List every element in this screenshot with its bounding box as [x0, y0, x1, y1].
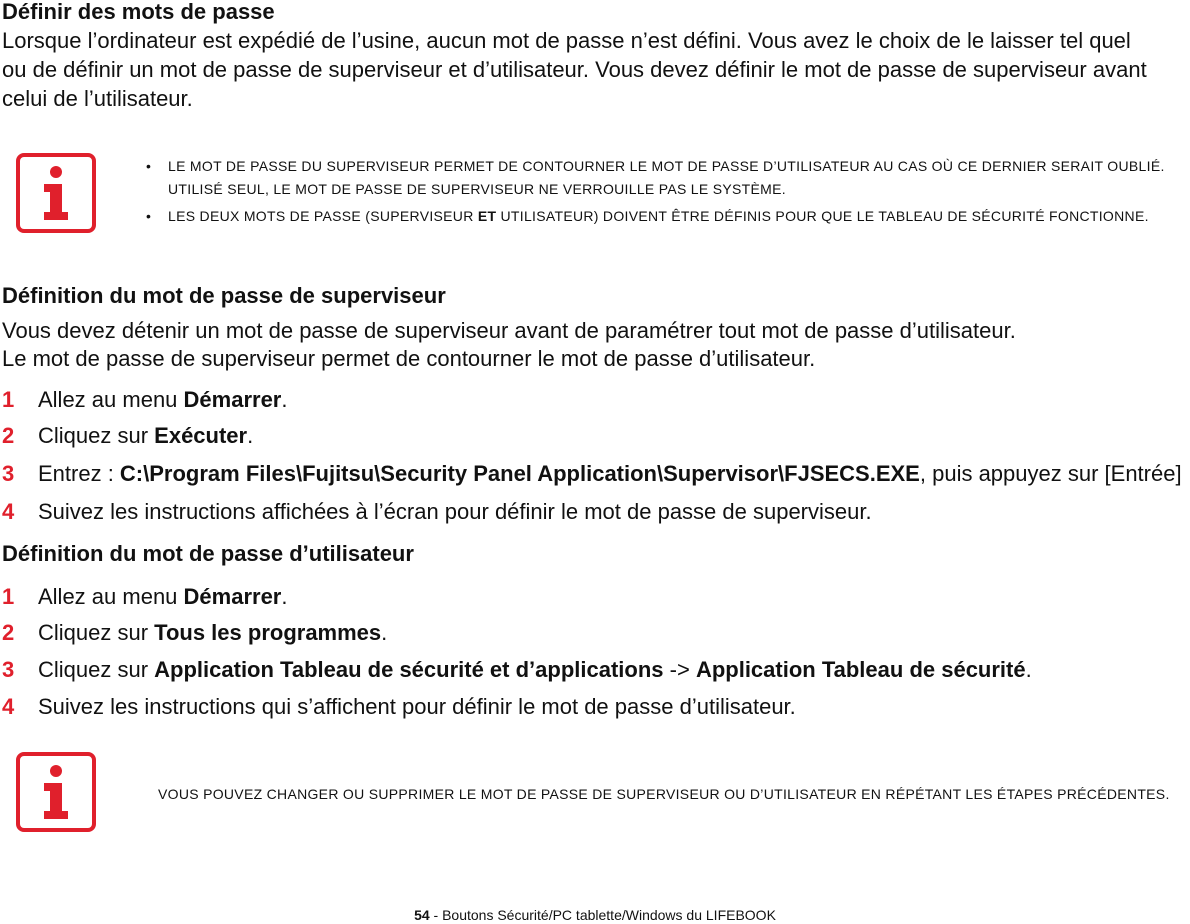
- step-text: .: [1025, 657, 1032, 682]
- note-tip: VOUS POUVEZ CHANGER OU SUPPRIMER LE MOT DE PASSE DE SUPERVISEUR OU D’UTILISATEUR EN RÉPÉTANT LES ÉTAPES PRÉCÉDENTES.: [158, 786, 1170, 802]
- intro-line: Lorsque l’ordinateur est expédié de l’usine, aucun mot de passe n’est défini. Vous avez le choix de le laisser tel quel: [2, 28, 1131, 53]
- step-text: Entrez :: [38, 461, 120, 486]
- step-item: [2, 619, 387, 647]
- bullet: •: [146, 208, 152, 224]
- step-number: 2: [2, 620, 15, 645]
- note-line: UTILISÉ SEUL, LE MOT DE PASSE DE SUPERVISEUR NE VERROUILLE PAS LE SYSTÈME.: [168, 181, 786, 197]
- step-item: [2, 386, 288, 414]
- step-text: .: [247, 423, 254, 448]
- section-heading-user: Définition du mot de passe d’utilisateur: [2, 541, 414, 566]
- step-text: .: [281, 584, 288, 609]
- step-number: 1: [2, 584, 15, 609]
- step-number: 2: [2, 423, 15, 448]
- page-footer: [0, 906, 1190, 924]
- step-number: 1: [2, 387, 15, 412]
- section-heading-supervisor: Définition du mot de passe de superviseur: [2, 283, 446, 308]
- footer-text: - Boutons Sécurité/PC tablette/Windows du LIFEBOOK: [429, 907, 776, 923]
- step-item: [2, 422, 253, 450]
- step-text: Cliquez sur: [38, 620, 155, 645]
- note-warning: [146, 157, 1165, 225]
- step-text: Allez au menu: [38, 584, 184, 609]
- step-emphasis: Application Tableau de sécurité et d’applications: [154, 657, 664, 682]
- step-emphasis: Exécuter: [154, 423, 248, 448]
- note-line: LE MOT DE PASSE DU SUPERVISEUR PERMET DE CONTOURNER LE MOT DE PASSE D’UTILISATEUR AU CAS OÙ CE DERNIER SERAIT OUBLIÉ.: [168, 158, 1165, 174]
- step-text: , puis appuyez sur [Entrée]: [919, 461, 1182, 486]
- step-text: Cliquez sur: [38, 423, 155, 448]
- step-text: Cliquez sur: [38, 657, 155, 682]
- step-item: [2, 460, 1182, 488]
- step-text: .: [381, 620, 388, 645]
- intro-line: celui de l’utilisateur.: [2, 86, 193, 111]
- step-number: 3: [2, 657, 15, 682]
- step-item: [2, 583, 288, 611]
- info-icon: [16, 752, 96, 832]
- step-emphasis: Tous les programmes: [154, 620, 382, 645]
- note-emphasis: ET: [477, 208, 497, 224]
- step-emphasis: Application Tableau de sécurité: [695, 657, 1026, 682]
- step-item: [2, 693, 796, 721]
- step-number: 4: [2, 499, 15, 524]
- intro-paragraph: [2, 26, 1188, 113]
- supervisor-desc: Vous devez détenir un mot de passe de superviseur avant de paramétrer tout mot de passe d’utilisateur.: [2, 318, 1016, 343]
- intro-line: ou de définir un mot de passe de superviseur et d’utilisateur. Vous devez définir le mot de passe de superviseur avant: [2, 57, 1147, 82]
- step-emphasis: Démarrer: [183, 387, 282, 412]
- supervisor-desc: Le mot de passe de superviseur permet de contourner le mot de passe d’utilisateur.: [2, 346, 816, 371]
- note-line: UTILISATEUR) DOIVENT ÊTRE DÉFINIS POUR QUE LE TABLEAU DE SÉCURITÉ FONCTIONNE.: [496, 208, 1149, 224]
- step-number: 3: [2, 461, 15, 486]
- step-item: [2, 656, 1032, 684]
- step-text: Suivez les instructions affichées à l’écran pour définir le mot de passe de superviseur.: [38, 499, 872, 524]
- step-text: .: [281, 387, 288, 412]
- step-item: [2, 498, 872, 526]
- page-number: 54: [414, 907, 430, 923]
- step-text: ->: [663, 657, 696, 682]
- step-emphasis: C:\Program Files\Fujitsu\Security Panel Application\Supervisor\FJSECS.EXE: [119, 461, 920, 486]
- step-number: 4: [2, 694, 15, 719]
- step-emphasis: Démarrer: [183, 584, 282, 609]
- note-line: LES DEUX MOTS DE PASSE (SUPERVISEUR: [168, 208, 478, 224]
- step-text: Suivez les instructions qui s’affichent pour définir le mot de passe d’utilisateur.: [38, 694, 796, 719]
- step-text: Allez au menu: [38, 387, 184, 412]
- info-icon: [16, 153, 96, 233]
- page-title: Définir des mots de passe: [2, 0, 275, 24]
- bullet: •: [146, 158, 152, 174]
